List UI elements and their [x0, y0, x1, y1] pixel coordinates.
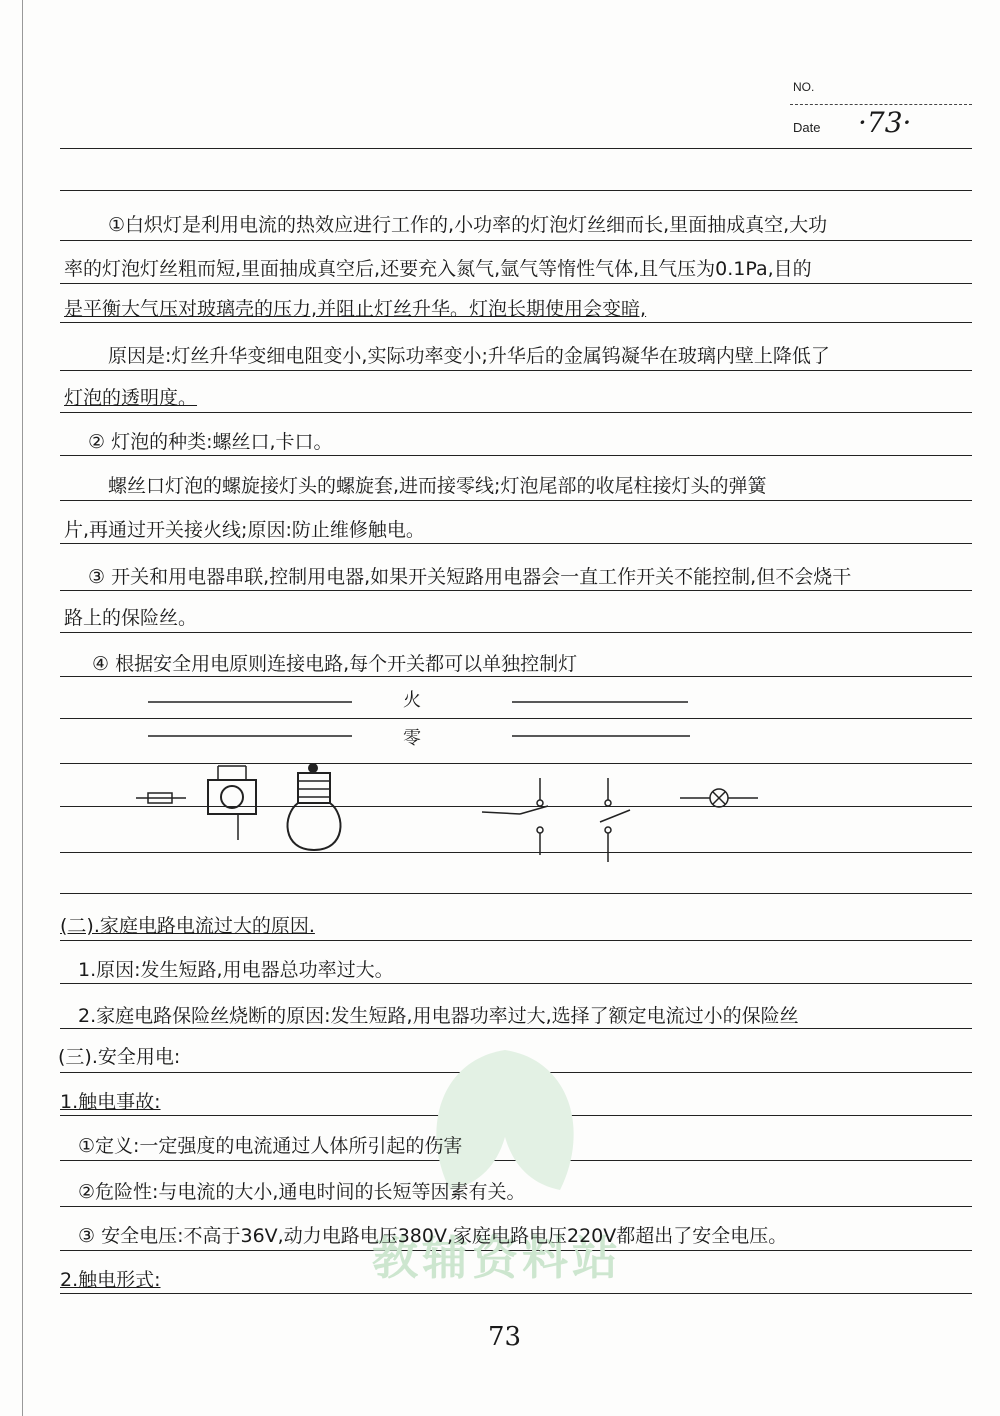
no-label: NO. — [793, 80, 815, 94]
body-line-11: ④ 根据安全用电原则连接电路,每个开关都可以单独控制灯 — [92, 653, 578, 675]
body-line-9: ③ 开关和用电器串联,控制用电器,如果开关短路用电器会一直工作开关不能控制,但不会烧干 — [88, 566, 852, 588]
body-line-7: 螺丝口灯泡的螺旋接灯头的螺旋套,进而接零线;灯泡尾部的收尾柱接灯头的弹簧 — [108, 475, 767, 497]
section-line: 1.原因:发生短路,用电器总功率过大。 — [78, 959, 394, 981]
section-line: ②危险性:与电流的大小,通电时间的长短等因素有关。 — [78, 1181, 526, 1203]
live-wire-label: 火 — [403, 690, 421, 711]
body-line-5: 灯泡的透明度。 — [64, 387, 198, 409]
body-line-4: 原因是:灯丝升华变细电阻变小,实际功率变小;升华后的金属钨凝华在玻璃内壁上降低了 — [108, 345, 830, 367]
neutral-wire-label: 零 — [403, 728, 421, 749]
section-line: 1.触电事故: — [60, 1091, 161, 1113]
section-heading-3: (三).安全用电: — [58, 1046, 181, 1068]
page-number: 73 — [488, 1322, 522, 1352]
section-heading-2: (二).家庭电路电流过大的原因. — [60, 915, 315, 937]
section-line: ③ 安全电压:不高于36V,动力电路电压380V,家庭电路电压220V都超出了安全电压。 — [78, 1225, 788, 1247]
section-line: 2.触电形式: — [60, 1269, 161, 1291]
body-line-10: 路上的保险丝。 — [64, 607, 198, 629]
body-line-2: 率的灯泡灯丝粗而短,里面抽成真空后,还要充入氮气,氩气等惰性气体,且气压为0.1Pa,目的 — [64, 258, 812, 280]
watermark-text: 教辅资料站 — [372, 1231, 622, 1285]
body-line-8: 片,再通过开关接火线;原因:防止维修触电。 — [64, 519, 425, 541]
date-label: Date — [793, 120, 821, 135]
section-line: 2.家庭电路保险丝烧断的原因:发生短路,用电器功率过大,选择了额定电流过小的保险丝 — [78, 1005, 799, 1027]
body-line-1: ①白炽灯是利用电流的热效应进行工作的,小功率的灯泡灯丝细而长,里面抽成真空,大功 — [108, 214, 828, 236]
body-line-6: ② 灯泡的种类:螺丝口,卡口。 — [88, 431, 333, 453]
section-line: ①定义:一定强度的电流通过人体所引起的伤害 — [78, 1135, 463, 1157]
date-value: ·73· — [858, 106, 912, 139]
body-line-3: 是平衡大气压对玻璃壳的压力,并阻止灯丝升华。灯泡长期使用会变暗, — [64, 298, 647, 320]
